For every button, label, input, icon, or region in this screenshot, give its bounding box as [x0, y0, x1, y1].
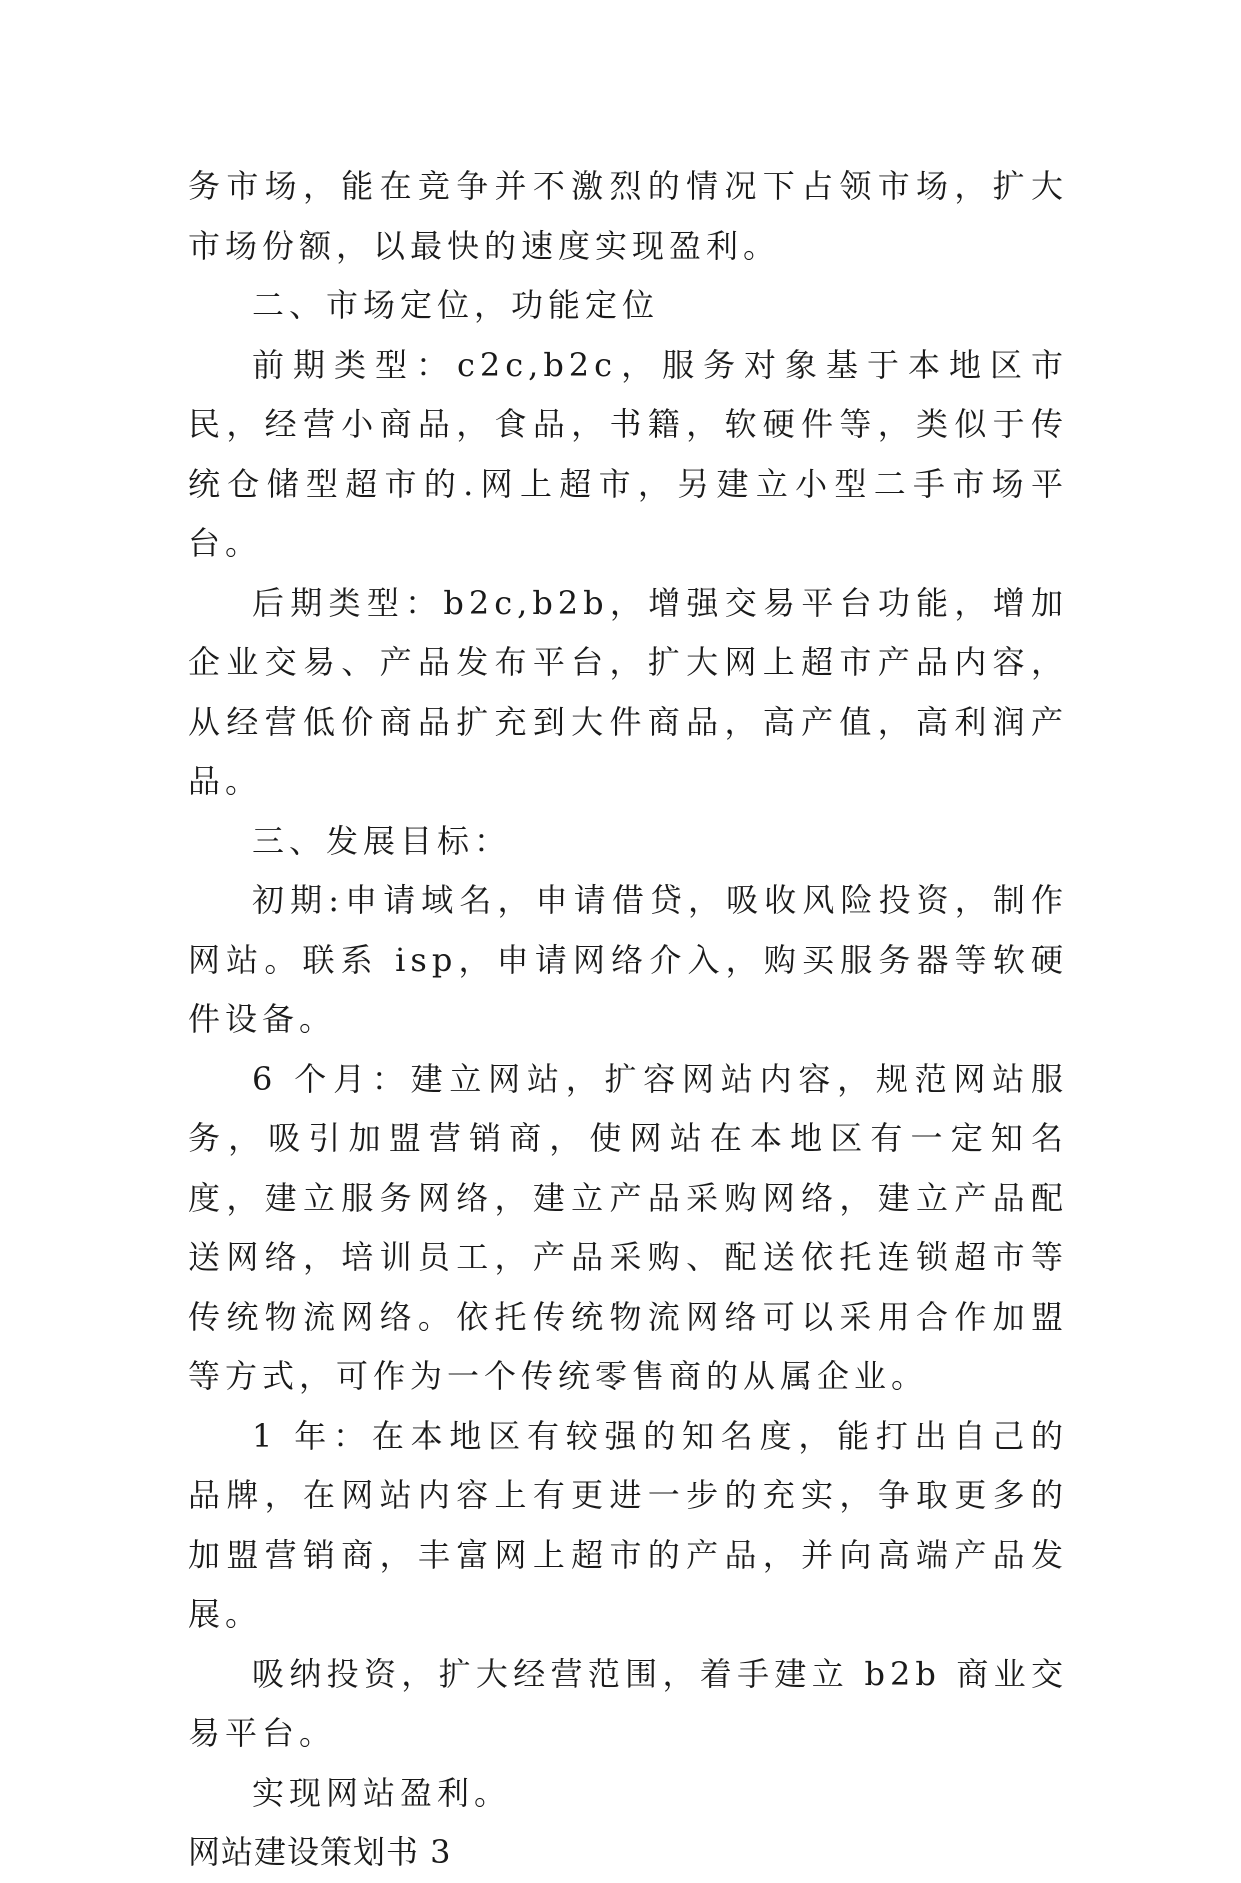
section-heading-positioning: 二、市场定位，功能定位: [252, 286, 660, 324]
paragraph-one-year: 1 年：在本地区有较强的知名度，能打出自己的品牌，在网站内容上有更进一步的充实，争取更多的加盟营销商，丰富网上超市的产品，并向高端产品发展。: [188, 1416, 1068, 1633]
paragraph-early-type: 前期类型：c2c,b2c，服务对象基于本地区市民，经营小商品，食品，书籍，软硬件等，类似于传统仓储型超市的.网上超市，另建立小型二手市场平台。: [188, 345, 1068, 562]
paragraph-market-intro: 务市场，能在竞争并不激烈的情况下占领市场，扩大市场份额，以最快的速度实现盈利。: [188, 167, 1068, 265]
section-heading-goals: 三、发展目标：: [252, 821, 512, 860]
paragraph-investment: 吸纳投资，扩大经营范围，着手建立 b2b 商业交易平台。: [188, 1654, 1068, 1752]
paragraph-later-type: 后期类型：b2c,b2b，增强交易平台功能，增加企业交易、产品发布平台，扩大网上超市产品内容，从经营低价商品扩充到大件商品，高产值，高利润产品。: [188, 583, 1068, 800]
paragraph-initial-stage: 初期:申请域名，申请借贷，吸收风险投资，制作网站。联系 isp，申请网络介入，购买服务器等软硬件设备。: [188, 881, 1068, 1038]
next-document-heading: 网站建设策划书 3: [188, 1833, 452, 1871]
paragraph-profit: 实现网站盈利。: [252, 1773, 512, 1812]
document-body: [188, 157, 1068, 1883]
paragraph-six-months: 6 个月：建立网站，扩容网站内容，规范网站服务，吸引加盟营销商，使网站在本地区有一定知名度，建立服务网络，建立产品采购网络，建立产品配送网络，培训员工，产品采购、配送依托连锁超市等传统物流网络。依托传统物流网络可以采用合作加盟等方式，可作为一个传统零售商的从属企业。: [188, 1059, 1068, 1395]
